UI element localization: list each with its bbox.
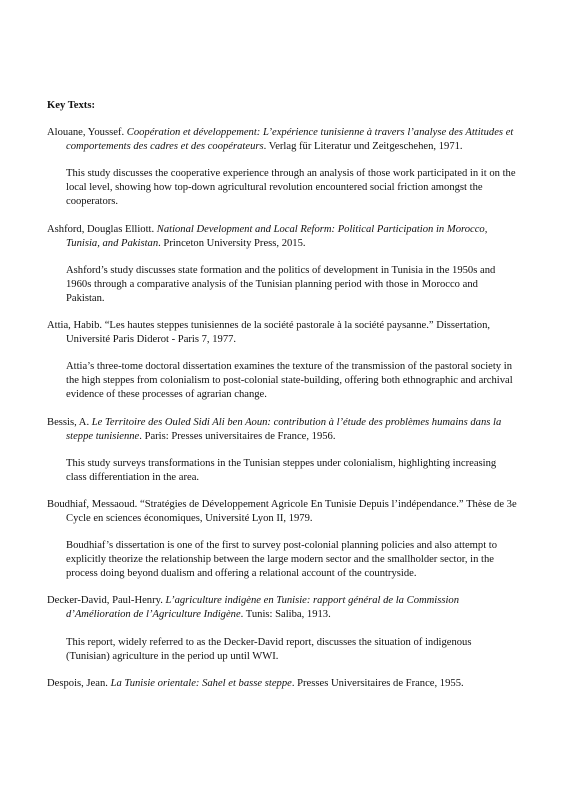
citation — [47, 319, 517, 347]
annotation: This study discusses the cooperative experience through an analysis of those work participated in it on the local level, showing how top-down agricultural revolution encountered social friction amongst the cooperators. — [66, 168, 516, 208]
citation — [47, 677, 517, 691]
citation-author: Bessis, A. — [47, 416, 90, 428]
bibliography-entry — [47, 594, 517, 663]
bibliography-entry — [47, 416, 517, 485]
document-page — [47, 99, 517, 704]
annotation: This report, widely referred to as the Decker-David report, discusses the situation of indigenous (Tunisian) agriculture in the period up until WWI. — [66, 636, 472, 662]
annotation: Attia’s three-tome doctoral dissertation examines the texture of the transmission of the pastoral society in the high steppes from colonialism to post-colonial state-building, offering both ethnographic and archival evidence of these processes of agrarian change. — [66, 361, 513, 401]
bibliography-entry — [47, 319, 517, 402]
citation-title: National Development and Local Reform: Political Participation in Morocco, Tunisia, and Pakistan — [66, 223, 488, 249]
citation-title: La Tunisie orientale: Sahel et basse steppe — [110, 677, 292, 689]
annotation: This study surveys transformations in the Tunisian steppes under colonialism, highlighting increasing class differentiation in the area. — [66, 457, 497, 483]
citation — [47, 126, 517, 154]
bibliography-entry — [47, 677, 517, 691]
citation-author: Boudhiaf, Messaoud. — [47, 498, 138, 510]
citation-publication: . Verlag für Literatur und Zeitgeschehen, 1971. — [263, 141, 463, 153]
citation-title: “Les hautes steppes tunisiennes de la société pastorale à la société paysanne.” — [104, 320, 434, 332]
citation — [47, 594, 517, 622]
citation-title: Le Territoire des Ouled Sidi Ali ben Aoun: contribution à l’étude des problèmes humains dans la steppe tunisienne — [66, 416, 502, 442]
bibliography-entry — [47, 223, 517, 306]
citation-publication: . Princeton University Press, 2015. — [158, 237, 306, 249]
citation-author: Alouane, Youssef. — [47, 127, 125, 139]
citation — [47, 416, 517, 444]
citation-publication: Thèse de 3e Cycle en sciences économiques, Université Lyon II, 1979. — [66, 498, 517, 524]
bibliography-entry — [47, 498, 517, 581]
citation-publication: . Presses Universitaires de France, 1955. — [291, 677, 464, 689]
annotation: Ashford’s study discusses state formation and the politics of development in Tunisia in the 1950s and 1960s through a comparative analysis of the Tunisian planning period with those in Morocco and Pakistan. — [66, 264, 496, 304]
citation — [47, 223, 517, 251]
citation-author: Decker-David, Paul-Henry. — [47, 595, 163, 607]
citation-author: Despois, Jean. — [47, 677, 108, 689]
citation-author: Attia, Habib. — [47, 320, 103, 332]
citation-title: L’agriculture indigène en Tunisie: rapport général de la Commission d’Amélioration de l’Agriculture Indigène — [66, 595, 460, 621]
citation-title: “Stratégies de Développement Agricole En Tunisie Depuis l’indépendance.” — [140, 498, 464, 510]
citation-publication: . Tunis: Saliba, 1913. — [240, 609, 331, 621]
citation-publication: . Paris: Presses universitaires de France, 1956. — [139, 430, 336, 442]
citation-title: Coopération et développement: L’expérience tunisienne à travers l’analyse des Attitudes et comportements des cadres et des coopérateurs — [66, 127, 514, 153]
citation-author: Ashford, Douglas Elliott. — [47, 223, 155, 235]
annotation: Boudhiaf’s dissertation is one of the first to survey post-colonial planning policies and also attempt to explicitly theorize the relationship between the large modern sector and the smallholder sector, in the process doing beyond dualism and offering a relational account of the countryside. — [66, 540, 498, 580]
section-heading: Key Texts: — [47, 100, 95, 111]
citation — [47, 498, 517, 526]
bibliography-entry — [47, 126, 517, 209]
citation-publication: Dissertation, Université Paris Diderot - Paris 7, 1977. — [66, 320, 491, 346]
